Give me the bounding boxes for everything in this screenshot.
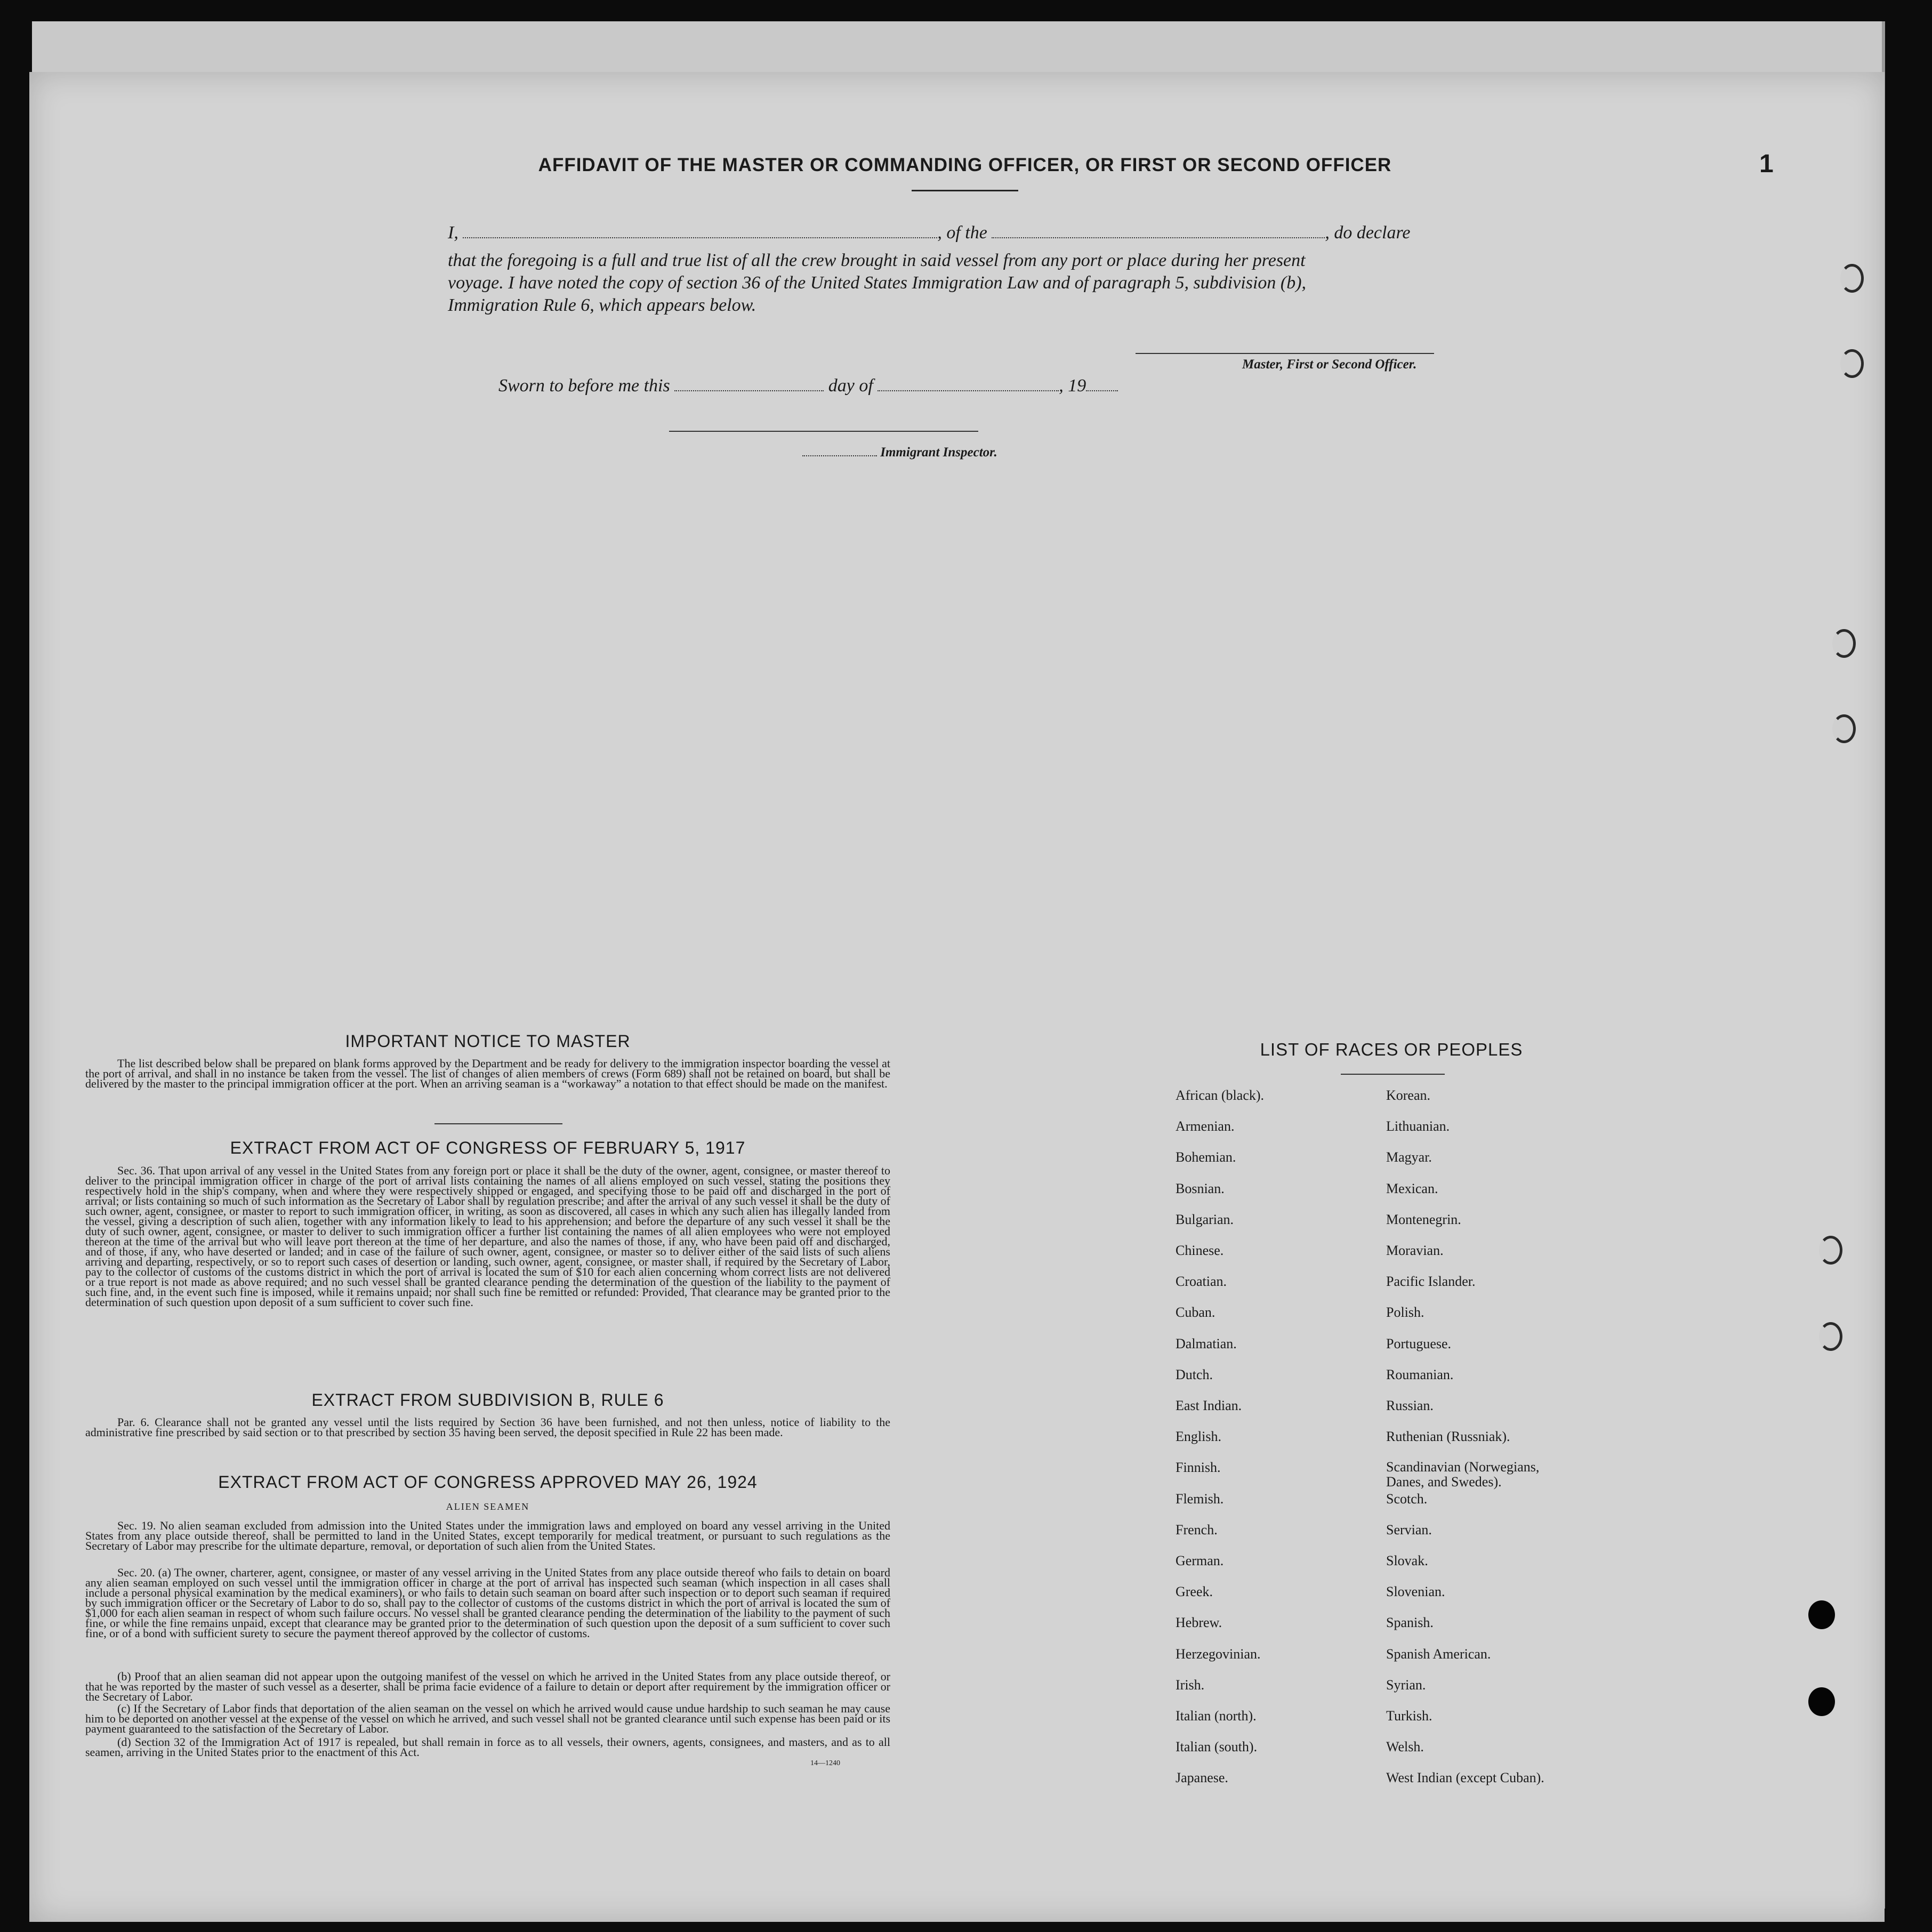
race-item: Italian (south). bbox=[1176, 1739, 1258, 1755]
race-item: Dutch. bbox=[1176, 1366, 1213, 1382]
affidavit-i: I, bbox=[448, 223, 458, 243]
master-signature-label: Master, First or Second Officer. bbox=[1242, 357, 1417, 372]
race-item: Irish. bbox=[1176, 1677, 1205, 1693]
race-item: Finnish. bbox=[1176, 1460, 1221, 1476]
inspector-label bbox=[802, 445, 997, 460]
race-item: Scotch. bbox=[1386, 1491, 1428, 1507]
extract-1924-sec20a: Sec. 20. (a) The owner, charterer, agent, consignee, or master of any vessel arriving in the United States from any place outside thereof who fails to detain on board any alien seaman employed on such vessel until the immigration officer in charge at the port of arrival has inspected such seaman (which inspection in all cases shall include a personal physical examination by the medical examiners), or who fails to detain such seaman on board after such inspection or to deport such seaman if required by such immigration officer or the Secretary of Labor to do so, shall pay to the collector of customs of the customs district in which the port of arrival is located the sum of $1,000 for each alien seaman in respect of whom such failure occurs. No vessel shall be granted clearance pending the determination of the liability to the payment of such fine, or while the fine remains unpaid, except that clearance may be granted prior to the determination of such question upon the deposit of a sum sufficient to cover such fine, or of a bond with sufficient surety to secure the payment thereof approved by the collector of customs. bbox=[85, 1566, 890, 1640]
race-item: Polish. bbox=[1386, 1305, 1424, 1321]
binder-hole-icon bbox=[1819, 1322, 1842, 1351]
race-item: Welsh. bbox=[1386, 1739, 1424, 1755]
extract-1917-text: Sec. 36. That upon arrival of any vessel in the United States from any foreign port or place it shall be the duty of the owner, agent, consignee, or master thereof to deliver to the principal immigration officer in charge of the port of arrival lists containing the names of all aliens employed on such vessel, stating the positions they respectively hold in the ship's company, when and where they were respectively shipped or engaged, and specifying those to be paid off and discharged in the port of arrival; or lists containing so much of such information as the Secretary of Labor shall by regulation prescribe; and after the arrival of any such vessel it shall be the duty of such owner, agent, consignee, or master to report to such immigration officer, in writing, as soon as discovered, all cases in which any such alien has illegally landed from the vessel, giving a description of such alien, together with any information likely to lead to his apprehension; and before the departure of any such vessel it shall be the duty of such owner, agent, consignee, or master to deliver to such immigration officer a further list containing the names of all alien employees who were not employed thereon at the time of the arrival but who will leave port thereon at the time of her departure, and also the names of those, if any, who have been paid off and discharged, and of those, if any, who have deserted or landed; and in case of the failure of such owner, agent, consignee, or master so to deliver either of the said lists of such aliens arriving and departing, respectively, or so to report such cases of desertion or landing, such owner, agent, consignee, or master shall, if required by the Secretary of Labor, pay to the collector of customs of the customs district in which the port of arrival is located the sum of $10 for each alien concerning whom correct lists are not delivered or a true report is not made as above required; and no such vessel shall be granted clearance pending the determination of the question of the liability to the payment of such fine, and, in the event such fine is imposed, while it remains unpaid; nor shall such fine be remitted or refunded: Provided, That clearance may be granted prior to the determination of such question upon deposit of a sum sufficient to cover such fine. bbox=[85, 1164, 890, 1309]
race-item: Bulgarian. bbox=[1176, 1211, 1234, 1227]
race-item: French. bbox=[1176, 1522, 1218, 1537]
extract-rule6-text: Par. 6. Clearance shall not be granted any vessel until the lists required by Section 36 have been furnished, and not then unless, notice of liability to the administrative fine prescribed by said section or to that prescribed by section 35 having been served, the deposit specified in Rule 22 has been made. bbox=[85, 1415, 890, 1439]
extract-1924-title: EXTRACT FROM ACT OF CONGRESS APPROVED MAY 26, 1924 bbox=[218, 1472, 758, 1492]
sworn-year-blank[interactable] bbox=[1086, 390, 1118, 391]
race-item: Dalmatian. bbox=[1176, 1335, 1237, 1351]
races-divider bbox=[1341, 1074, 1445, 1075]
extract-1924-sec20d: (d) Section 32 of the Immigration Act of 1917 is repealed, but shall remain in force as to all vessels, their owners, agents, consignees, and masters, and as to all seamen, arriving in the United States prior to the enactment of this Act. bbox=[85, 1735, 890, 1759]
alien-seamen-subtitle: ALIEN SEAMEN bbox=[446, 1501, 530, 1512]
affidavit-do-declare: , do declare bbox=[1325, 223, 1411, 243]
race-item: Turkish. bbox=[1386, 1708, 1432, 1724]
race-item: Mexican. bbox=[1386, 1180, 1438, 1196]
affidavit-title: AFFIDAVIT OF THE MASTER OR COMMANDING OFFICER, OR FIRST OR SECOND OFFICER bbox=[538, 155, 1392, 175]
notice-text: The list described below shall be prepared on blank forms approved by the Department and be ready for delivery to the immigration inspector boarding the vessel at the port of arrival, and shall in no instance be taken from the vessel. The list of changes of alien members of crews (Form 689) shall not be retained on board, but shall be delivered by the master to the principal immigration officer at the port. When an arriving seaman is a “workaway” a notation to that effect should be made on the manifest. bbox=[85, 1057, 890, 1090]
affidavit-line-1 bbox=[448, 223, 1411, 243]
extract-1924-sec20b: (b) Proof that an alien seaman did not appear upon the outgoing manifest of the vessel on which he arrived in the United States from any place outside thereof, or that he was reported by the master of such vessel as a deserter, shall be prima facie evidence of a failure to detain or deport after requirement by the immigration officer or the Secretary of Labor. bbox=[85, 1670, 890, 1703]
sworn-year: , 19 bbox=[1059, 376, 1086, 396]
page-number: 1 bbox=[1759, 150, 1774, 178]
race-item: Greek. bbox=[1176, 1584, 1213, 1600]
affidavit-of-the: , of the bbox=[937, 223, 987, 243]
race-item: Montenegrin. bbox=[1386, 1211, 1461, 1227]
race-item: Lithuanian. bbox=[1386, 1118, 1450, 1134]
affidavit-line-4: Immigration Rule 6, which appears below. bbox=[448, 295, 756, 315]
name-blank[interactable] bbox=[463, 237, 937, 238]
races-title: LIST OF RACES OR PEOPLES bbox=[1260, 1040, 1523, 1059]
race-item: Croatian. bbox=[1176, 1274, 1227, 1290]
sworn-line bbox=[498, 376, 1118, 396]
race-item: Slovak. bbox=[1386, 1553, 1428, 1568]
race-item: Moravian. bbox=[1386, 1243, 1444, 1258]
affidavit-line-3: voyage. I have noted the copy of section 36 of the United States Immigration Law and of paragraph 5, subdivision (b), bbox=[448, 273, 1307, 293]
race-item: Servian. bbox=[1386, 1522, 1432, 1537]
inspector-dots bbox=[802, 455, 877, 456]
form-number: 14—1240 bbox=[810, 1759, 840, 1767]
race-item: Slovenian. bbox=[1386, 1584, 1445, 1600]
binder-hole-icon bbox=[1819, 1236, 1842, 1265]
race-item: Cuban. bbox=[1176, 1305, 1215, 1321]
race-item: Chinese. bbox=[1176, 1243, 1224, 1258]
race-item: Russian. bbox=[1386, 1398, 1434, 1413]
race-item: African (black). bbox=[1176, 1088, 1265, 1103]
race-item: East Indian. bbox=[1176, 1398, 1242, 1413]
sworn-text: Sworn to before me this bbox=[498, 376, 670, 396]
sworn-day-of: day of bbox=[828, 376, 873, 396]
race-item: Magyar. bbox=[1386, 1149, 1432, 1165]
race-item: Japanese. bbox=[1176, 1770, 1228, 1786]
race-item: Spanish. bbox=[1386, 1615, 1434, 1631]
extract-1924-sec19: Sec. 19. No alien seaman excluded from admission into the United States under the immigration laws and employed on board any vessel arriving in the United States from any place outside thereof, shall be permitted to land in the United States, except temporarily for medical treatment, or pursuant to such regulations as the Secretary of Labor may prescribe for the ultimate departure, removal, or deportation of such alien from the United States. bbox=[85, 1519, 890, 1552]
extract-1924-sec20c: (c) If the Secretary of Labor finds that deportation of the alien seaman on the vessel on which he arrived would cause undue hardship to such seaman he may cause him to be deported on another vessel at the expense of the vessel on which he arrived, and such vessel shall not be granted clearance until such expense has been paid or its payment guaranteed to the satisfaction of the Secretary of Labor. bbox=[85, 1702, 890, 1735]
binder-hole-icon bbox=[1808, 1687, 1835, 1716]
vessel-blank[interactable] bbox=[992, 237, 1325, 238]
sworn-month-blank[interactable] bbox=[878, 390, 1059, 391]
race-item: Portuguese. bbox=[1386, 1335, 1452, 1351]
affidavit-line-2: that the foregoing is a full and true list of all the crew brought in said vessel from any port or place during her present bbox=[448, 251, 1306, 270]
inspector-label-text: Immigrant Inspector. bbox=[880, 445, 997, 460]
race-item: English. bbox=[1176, 1429, 1221, 1445]
extract-rule6-title: EXTRACT FROM SUBDIVISION B, RULE 6 bbox=[311, 1390, 664, 1410]
race-item: Scandinavian (Norwegians, Danes, and Swedes). bbox=[1386, 1459, 1540, 1490]
binder-hole-icon bbox=[1840, 264, 1864, 293]
race-item: Roumanian. bbox=[1386, 1366, 1454, 1382]
binder-hole-icon bbox=[1808, 1600, 1835, 1629]
document-page bbox=[29, 72, 1885, 1922]
extract-1917-title: EXTRACT FROM ACT OF CONGRESS OF FEBRUARY 5, 1917 bbox=[230, 1138, 746, 1157]
race-item: Hebrew. bbox=[1176, 1615, 1222, 1631]
race-item: Ruthenian (Russniak). bbox=[1386, 1429, 1510, 1445]
race-item: Bosnian. bbox=[1176, 1180, 1225, 1196]
race-item: Spanish American. bbox=[1386, 1646, 1491, 1662]
binder-hole-icon bbox=[1832, 714, 1856, 743]
master-signature-line[interactable] bbox=[1136, 353, 1434, 354]
race-item: Pacific Islander. bbox=[1386, 1274, 1476, 1290]
race-item: Armenian. bbox=[1176, 1118, 1235, 1134]
race-item: Korean. bbox=[1386, 1088, 1431, 1103]
sworn-day-blank[interactable] bbox=[674, 390, 824, 391]
binder-hole-icon bbox=[1832, 629, 1856, 658]
race-item: German. bbox=[1176, 1553, 1224, 1568]
race-item: Syrian. bbox=[1386, 1677, 1426, 1693]
notice-title: IMPORTANT NOTICE TO MASTER bbox=[345, 1032, 631, 1051]
race-item: Italian (north). bbox=[1176, 1708, 1257, 1724]
divider bbox=[434, 1123, 562, 1124]
race-item: Bohemian. bbox=[1176, 1149, 1236, 1165]
race-item: West Indian (except Cuban). bbox=[1386, 1770, 1544, 1786]
binder-hole-icon bbox=[1840, 349, 1864, 378]
inspector-signature-line[interactable] bbox=[669, 431, 978, 432]
race-item: Flemish. bbox=[1176, 1491, 1224, 1507]
race-item: Herzegovinian. bbox=[1176, 1646, 1261, 1662]
title-divider bbox=[912, 190, 1018, 191]
